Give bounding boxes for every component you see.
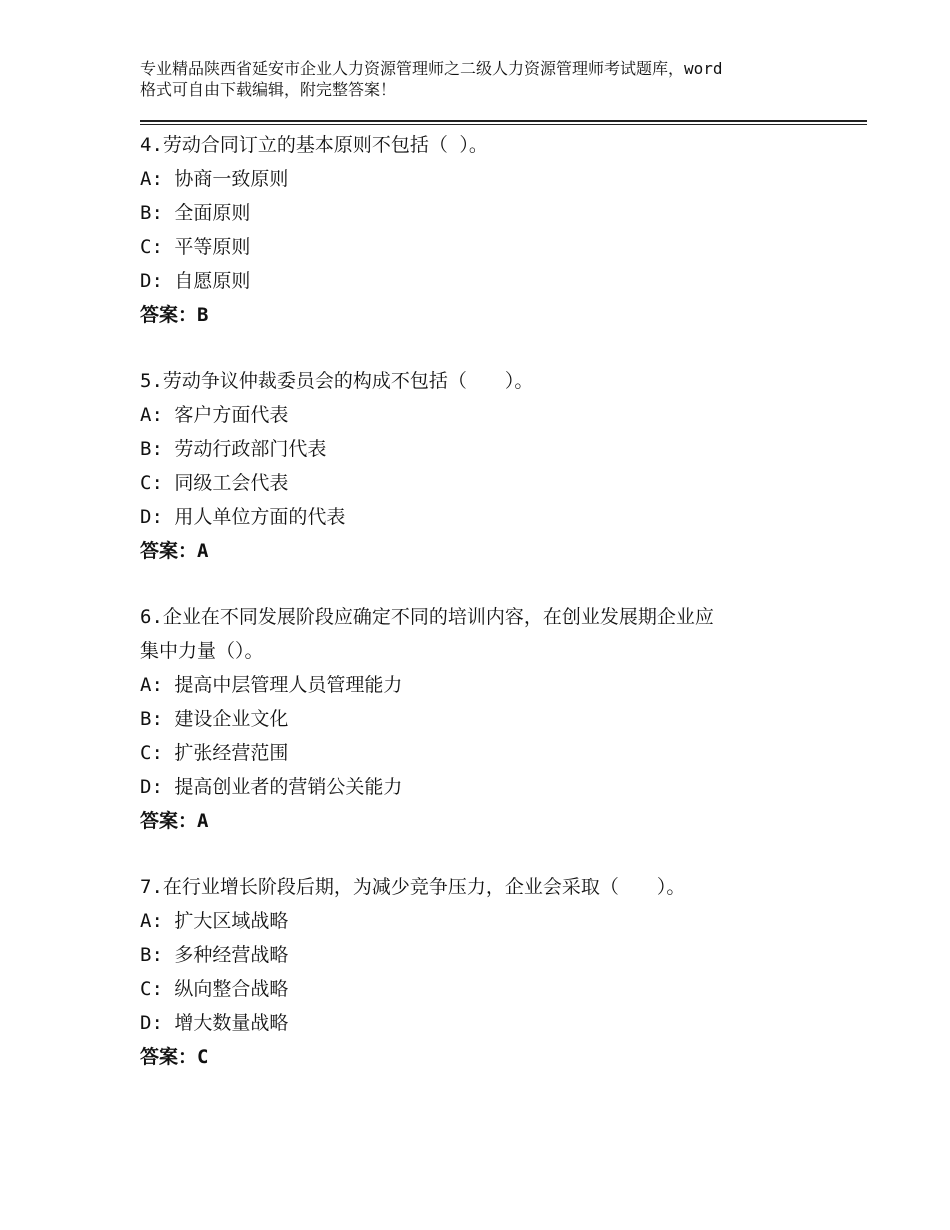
header-line-1: 专业精品陕西省延安市企业人力资源管理师之二级人力资源管理师考试题库，word (140, 59, 723, 78)
question-stem: 4.劳动合同订立的基本原则不包括（ ）。 (140, 134, 488, 156)
option-d: D: 自愿原则 (140, 270, 251, 292)
option-a: A: 扩大区域战略 (140, 910, 289, 932)
option-b: B: 劳动行政部门代表 (140, 438, 327, 460)
option-c: C: 平等原则 (140, 236, 251, 258)
header-line-2: 格式可自由下载编辑，附完整答案！ (140, 80, 397, 99)
option-b: B: 全面原则 (140, 202, 251, 224)
option-c: C: 同级工会代表 (140, 472, 289, 494)
question-stem-line-2: 集中力量（）。 (140, 640, 264, 662)
header-rule-thin (140, 124, 867, 125)
option-b: B: 多种经营战略 (140, 944, 289, 966)
answer: 答案：A (140, 540, 209, 562)
answer: 答案：C (140, 1046, 209, 1068)
option-a: A: 协商一致原则 (140, 168, 289, 190)
option-d: D: 增大数量战略 (140, 1012, 289, 1034)
question-5 (140, 364, 840, 568)
option-a: A: 提高中层管理人员管理能力 (140, 674, 403, 696)
answer: 答案：B (140, 304, 209, 326)
question-stem-line-1: 6.企业在不同发展阶段应确定不同的培训内容，在创业发展期企业应 (140, 606, 714, 628)
option-a: A: 客户方面代表 (140, 404, 289, 426)
option-d: D: 用人单位方面的代表 (140, 506, 346, 528)
header-rule-thick (140, 120, 867, 122)
question-4 (140, 128, 840, 332)
option-b: B: 建设企业文化 (140, 708, 289, 730)
option-d: D: 提高创业者的营销公关能力 (140, 776, 403, 798)
question-7 (140, 870, 840, 1074)
option-c: C: 扩张经营范围 (140, 742, 289, 764)
option-c: C: 纵向整合战略 (140, 978, 289, 1000)
answer: 答案：A (140, 810, 209, 832)
question-stem: 5.劳动争议仲裁委员会的构成不包括（ ）。 (140, 370, 534, 392)
question-stem: 7.在行业增长阶段后期，为减少竞争压力，企业会采取（ ）。 (140, 876, 686, 898)
question-list (140, 128, 840, 1106)
document-header (140, 58, 840, 100)
question-6 (140, 600, 840, 838)
